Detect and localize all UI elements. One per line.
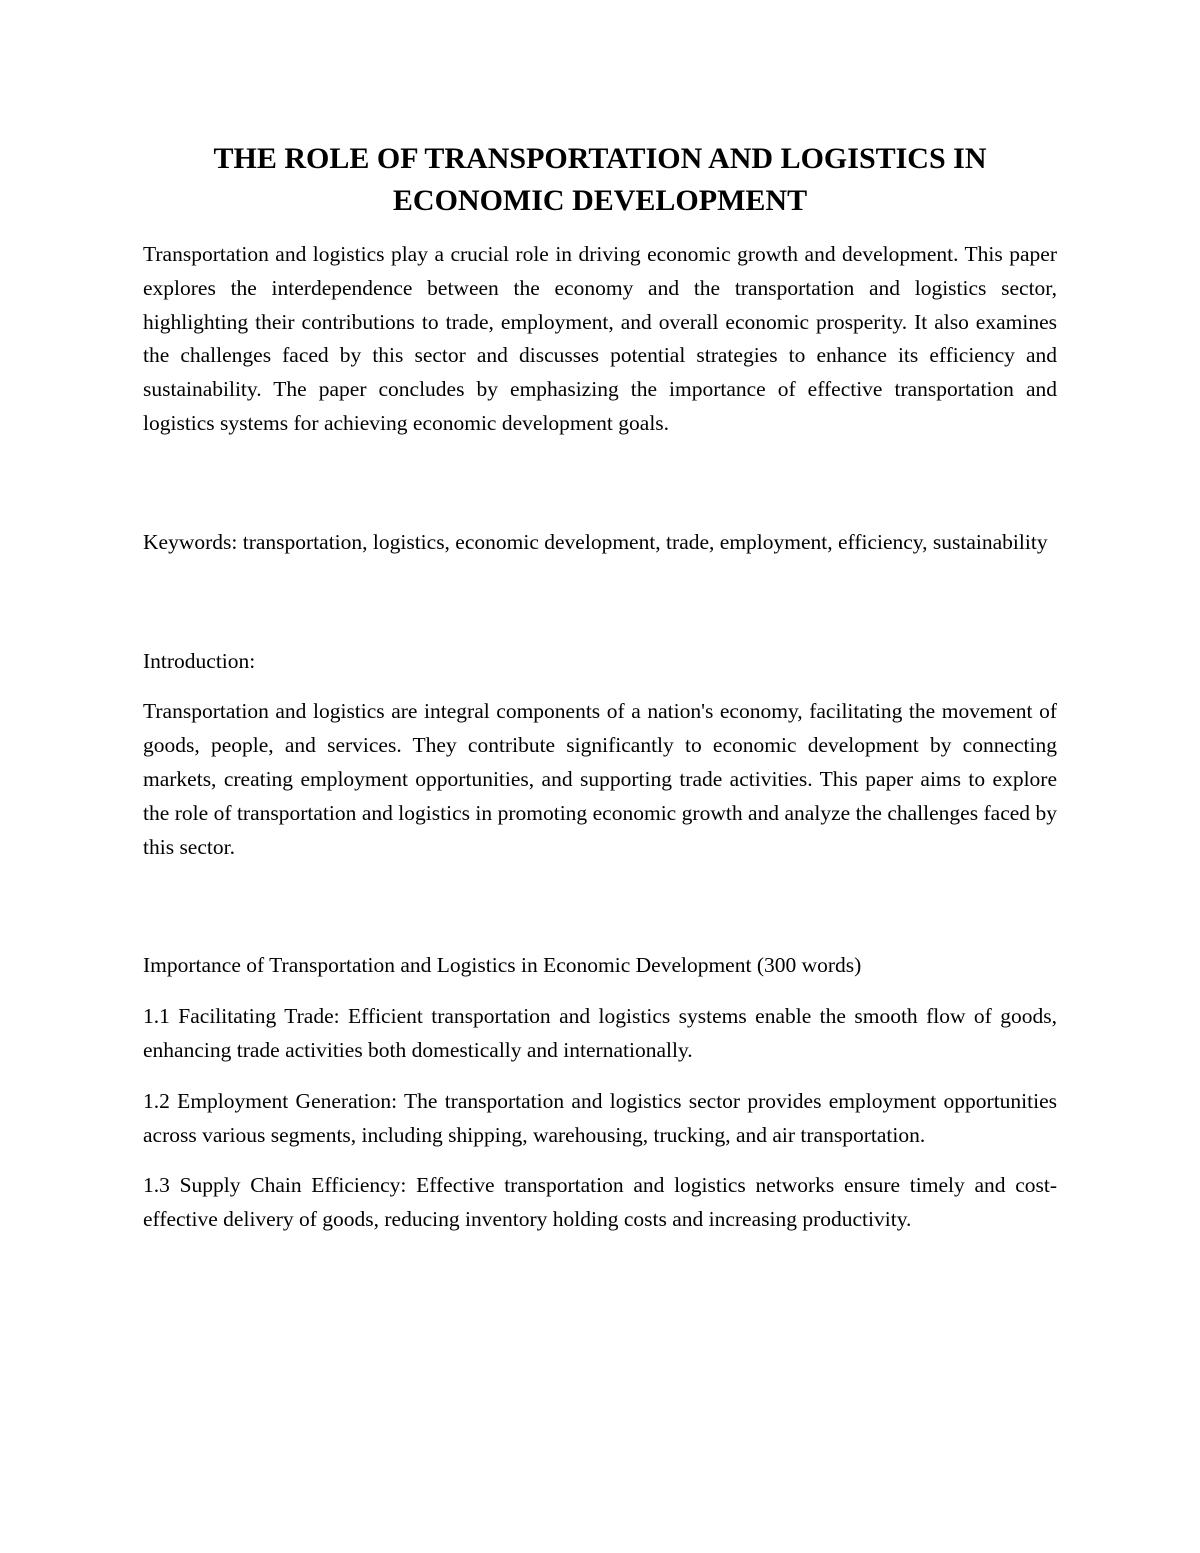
importance-item-employment: 1.2 Employment Generation: The transportation and logistics sector provides employment opportunities across various segments, including shipping, warehousing, trucking, and air transportation. bbox=[143, 1088, 1057, 1147]
keywords-paragraph: Keywords: transportation, logistics, economic development, trade, employment, efficiency, sustainability bbox=[143, 529, 1048, 554]
document-page bbox=[143, 138, 1057, 1237]
abstract-paragraph: Transportation and logistics play a crucial role in driving economic growth and development. This paper explores the interdependence between the economy and the transportation and logistics sector, highlighting their contributions to trade, employment, and overall economic prosperity. It also examines the challenges faced by this sector and discusses potential strategies to enhance its efficiency and sustainability. The paper concludes by emphasizing the importance of effective transportation and logistics systems for achieving economic development goals. bbox=[143, 242, 1057, 435]
document-title: THE ROLE OF TRANSPORTATION AND LOGISTICS IN ECONOMIC DEVELOPMENT bbox=[213, 142, 987, 217]
importance-item-supply-chain: 1.3 Supply Chain Efficiency: Effective transportation and logistics networks ensure timely and cost-effective delivery of goods, reducing inventory holding costs and increasing productivity. bbox=[143, 1173, 1057, 1232]
introduction-paragraph: Transportation and logistics are integral components of a nation's economy, facilitating the movement of goods, people, and services. They contribute significantly to economic development by connecting markets, creating employment opportunities, and supporting trade activities. This paper aims to explore the role of transportation and logistics in promoting economic growth and analyze the challenges faced by this sector. bbox=[143, 699, 1057, 859]
importance-heading: Importance of Transportation and Logistics in Economic Development (300 words) bbox=[143, 953, 862, 978]
introduction-heading: Introduction: bbox=[143, 648, 256, 673]
importance-item-trade: 1.1 Facilitating Trade: Efficient transportation and logistics systems enable the smooth flow of goods, enhancing trade activities both domestically and internationally. bbox=[143, 1004, 1057, 1062]
